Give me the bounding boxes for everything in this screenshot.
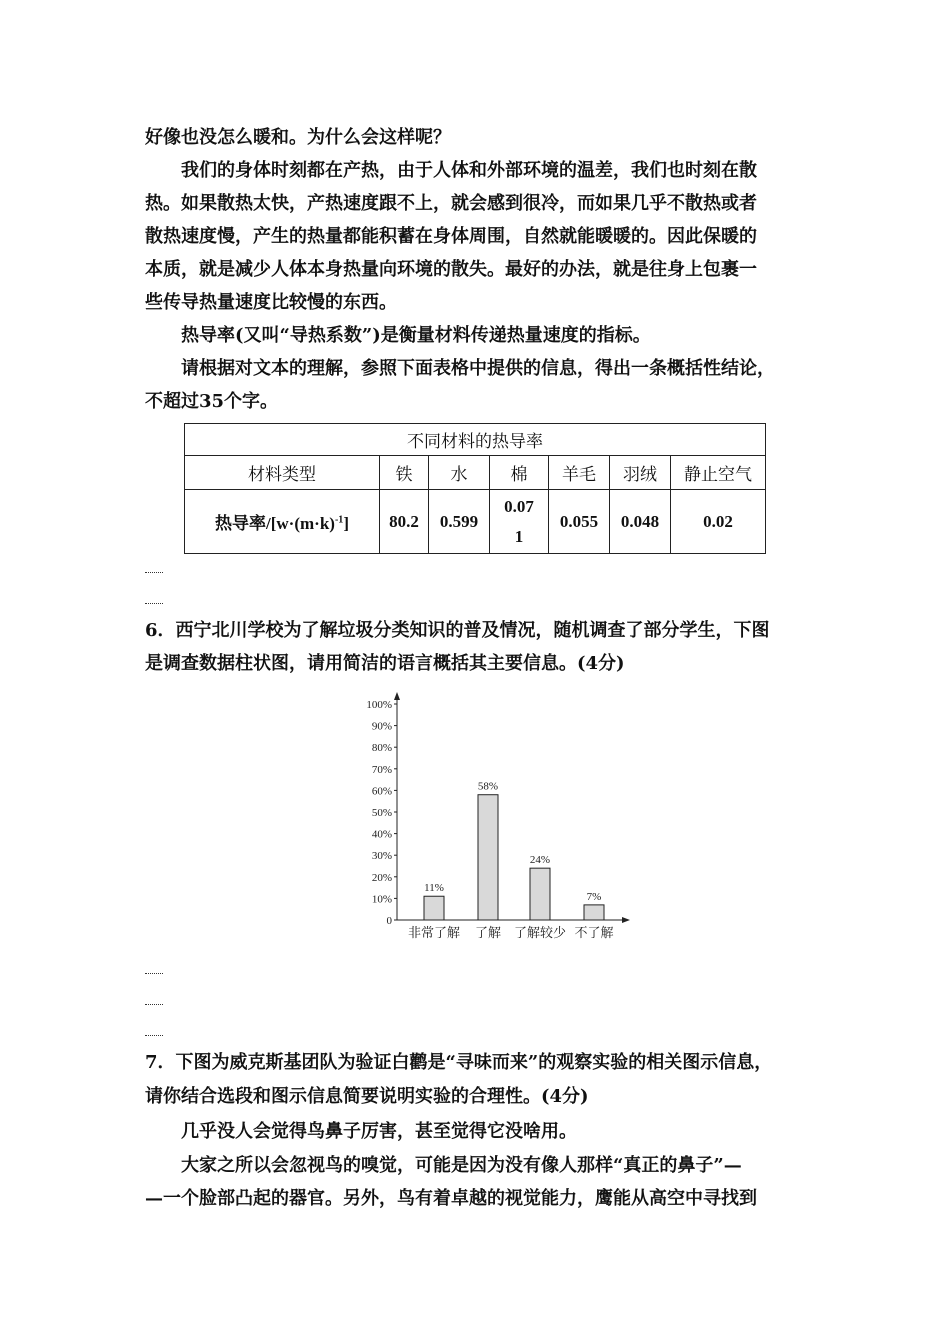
answer-line	[145, 1004, 163, 1005]
passage-line-2: 大家之所以会忽视鸟的嗅觉，可能是因为没有像人那样“真正的鼻子”—	[181, 1155, 742, 1176]
material-cell: 铁	[380, 456, 429, 490]
line-9: 不超过35个字。	[145, 391, 279, 412]
value-cell: 0.599	[429, 490, 490, 554]
type-label-cell: 材料类型	[185, 456, 380, 490]
line-4: 散热速度慢，产生的热量都能积蓄在身体周围，自然就能暖暖的。因此保暖的	[145, 226, 757, 247]
y-tick-label: 70%	[371, 763, 392, 776]
bar	[584, 905, 604, 920]
material-cell: 羽绒	[610, 456, 671, 490]
table-title: 不同材料的热导率	[185, 424, 766, 456]
table-header-row	[185, 456, 766, 490]
y-tick-label: 60%	[371, 785, 392, 798]
x-category-label: 了解	[474, 925, 502, 940]
line-2: 我们的身体时刻都在产热，由于人体和外部环境的温差，我们也时刻在散	[181, 160, 757, 181]
bar-value-label: 58%	[477, 780, 499, 793]
y-tick-label: 40%	[371, 828, 392, 841]
line-5: 本质，就是减少人体本身热量向环境的散失。最好的办法，就是往身上包裹一	[145, 259, 757, 280]
answer-line	[145, 572, 163, 573]
x-axis-arrow	[622, 917, 630, 923]
value-cell: 0.07 1	[490, 490, 549, 554]
table-value-row	[185, 490, 766, 554]
line-3: 热。如果散热太快，产热速度跟不上，就会感到很冷，而如果几乎不散热或者	[145, 193, 757, 214]
line-1: 好像也没怎么暖和。为什么会这样呢？	[145, 127, 451, 148]
y-axis-arrow	[394, 692, 400, 700]
question-6-line-2: 是调查数据柱状图，请用简洁的语言概括其主要信息。(4分)	[145, 653, 625, 674]
bar	[478, 795, 498, 920]
material-cell: 棉	[490, 456, 549, 490]
material-cell: 水	[429, 456, 490, 490]
x-category-label: 不了解	[574, 925, 614, 940]
bar-value-label: 24%	[529, 854, 551, 867]
value-cell: 0.048	[610, 490, 671, 554]
bar	[424, 896, 444, 920]
value-cell: 80.2	[380, 490, 429, 554]
x-category-label: 非常了解	[407, 925, 461, 940]
line-7: 热导率(又叫“导热系数”)是衡量材料传递热量速度的指标。	[181, 325, 651, 346]
y-tick-label: 50%	[371, 807, 392, 819]
x-category-label: 了解较少	[513, 925, 567, 940]
y-tick-label: 20%	[371, 871, 392, 884]
question-6-line-1: 6．西宁北川学校为了解垃圾分类知识的普及情况，随机调查了部分学生，下图	[145, 620, 770, 641]
y-tick-label: 90%	[371, 720, 392, 733]
passage-line-3: —一个脸部凸起的器官。另外，鸟有着卓越的视觉能力，鹰能从高空中寻找到	[145, 1188, 757, 1209]
line-6: 些传导热量速度比较慢的东西。	[145, 292, 397, 313]
question-7-line-2: 请你结合选段和图示信息简要说明实验的合理性。(4分)	[145, 1086, 589, 1107]
material-cell: 羊毛	[549, 456, 610, 490]
y-tick-label: 10%	[371, 893, 392, 906]
answer-line	[145, 1035, 163, 1036]
y-tick-label: 100%	[366, 699, 392, 711]
bar	[530, 868, 550, 920]
value-cell: 0.055	[549, 490, 610, 554]
answer-line	[145, 603, 163, 604]
answer-line	[145, 973, 163, 974]
y-tick-label: 0	[386, 915, 392, 927]
line-8: 请根据对文本的理解，参照下面表格中提供的信息，得出一条概括性结论，	[181, 358, 775, 379]
material-cell: 静止空气	[671, 456, 766, 490]
question-7-line-1: 7．下图为威克斯基团队为验证白鹳是“寻味而来”的观察实验的相关图示信息，	[145, 1052, 773, 1073]
bar-value-label: 7%	[586, 890, 602, 903]
survey-bar-chart	[340, 688, 640, 948]
bar-value-label: 11%	[424, 882, 444, 895]
row-label-cell: 热导率$/[w\cdot(m\cdot k)^{-1}]$	[185, 490, 380, 554]
passage-line-1: 几乎没人会觉得鸟鼻子厉害，甚至觉得它没啥用。	[181, 1121, 577, 1142]
y-tick-label: 80%	[371, 742, 392, 755]
value-cell: 0.02	[671, 490, 766, 554]
y-tick-label: 30%	[371, 850, 392, 863]
thermal-conductivity-table	[184, 423, 766, 554]
